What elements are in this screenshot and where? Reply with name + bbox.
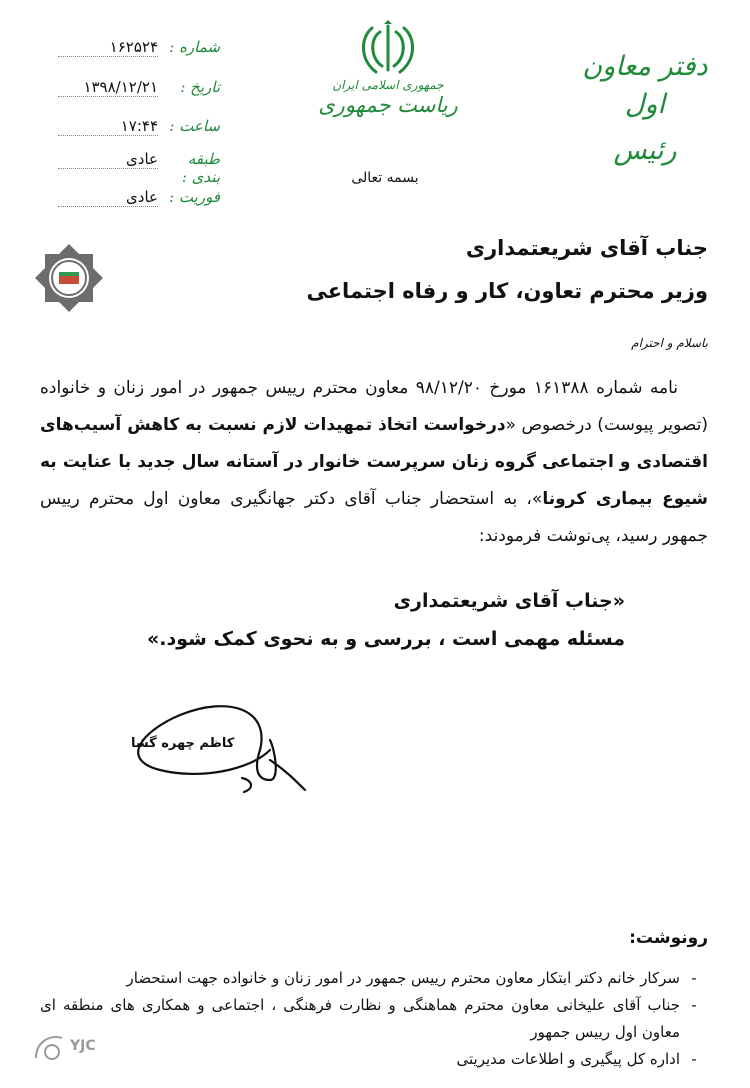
copies-list — [40, 965, 708, 1073]
directive-line1: «جناب آقای شریعتمداری — [393, 590, 625, 612]
meta-value: عادی — [58, 188, 158, 207]
signatory-name: کاظم چهره گشا — [131, 736, 235, 751]
meta-time — [60, 117, 220, 139]
list-item — [40, 992, 708, 1046]
addressee-name: جناب آقای شریعتمداری — [465, 236, 708, 260]
meta-date — [60, 78, 220, 100]
meta-classification — [60, 150, 220, 186]
meta-label: فوریت : — [169, 188, 220, 206]
directive-quote — [147, 582, 625, 658]
body-subject: درخواست اتخاذ تمهیدات لازم نسبت به کاهش آسیب‌های اقتصادی و اجتماعی گروه زنان سرپرست خانوار در آستانه سال جدید با عنایت به شیوع بیماری کرونا — [40, 415, 709, 509]
list-dash: - — [691, 996, 697, 1014]
body-text-end: »، به استحضار جناب آقای دکتر جهانگیری معاون اول محترم رییس جمهور رسید، پی‌نوشت فرمودند: — [40, 489, 708, 546]
meta-label: شماره : — [169, 38, 220, 56]
directive-line2: مسئله مهمی است ، بررسی و به نحوی کمک شود.» — [147, 628, 625, 650]
list-item-text: جناب آقای علیخانی معاون محترم هماهنگی و نظارت فرهنگی ، اجتماعی و همکاری های منطقه ای معاون اول رییس جمهور — [40, 996, 680, 1041]
office-title — [580, 48, 710, 170]
greeting: باسلام و احترام — [631, 336, 708, 350]
iran-emblem-icon — [358, 20, 418, 76]
meta-number — [60, 38, 220, 60]
office-title-line2: رئیس — [613, 135, 677, 166]
meta-label: تاریخ : — [180, 78, 220, 96]
meta-urgency — [60, 188, 220, 210]
seal-icon — [33, 242, 105, 314]
list-item-text: سرکار خانم دکتر ابتکار معاون محترم رییس جمهور در امور زنان و خانواده جهت استحضار — [126, 969, 680, 987]
emblem-block — [318, 20, 458, 118]
watermark-text: YJC — [70, 1038, 96, 1054]
list-item — [40, 965, 708, 992]
office-title-line1: دفتر معاون اول — [582, 51, 708, 120]
list-dash: - — [691, 1050, 697, 1068]
meta-label: ساعت : — [169, 117, 220, 135]
body-text-start: نامه شماره ۱۶۱۳۸۸ مورخ ۹۸/۱۲/۲۰ معاون محترم رییس جمهور در امور زنان و خانواده (تصویر پیوست) درخصوص « — [40, 378, 708, 435]
list-item — [40, 1046, 708, 1073]
letter-body — [40, 370, 708, 555]
meta-value: ۱۶۲۵۲۴ — [58, 38, 158, 57]
copies-title: رونوشت: — [629, 928, 708, 948]
list-dash: - — [691, 969, 697, 987]
emblem-title: ریاست جمهوری — [318, 93, 458, 117]
meta-value: عادی — [58, 150, 158, 169]
meta-label: طبقه بندی : — [181, 150, 220, 186]
list-item-text: اداره کل پیگیری و اطلاعات مدیریتی — [456, 1050, 680, 1068]
meta-value: ۱۷:۴۴ — [58, 117, 158, 136]
emblem-subtitle: جمهوری اسلامی ایران — [332, 78, 444, 92]
besm-heading: بسمه تعالی — [351, 170, 419, 186]
meta-value: ۱۳۹۸/۱۲/۲۱ — [58, 78, 158, 97]
addressee-title: وزیر محترم تعاون، کار و رفاه اجتماعی — [306, 279, 708, 303]
